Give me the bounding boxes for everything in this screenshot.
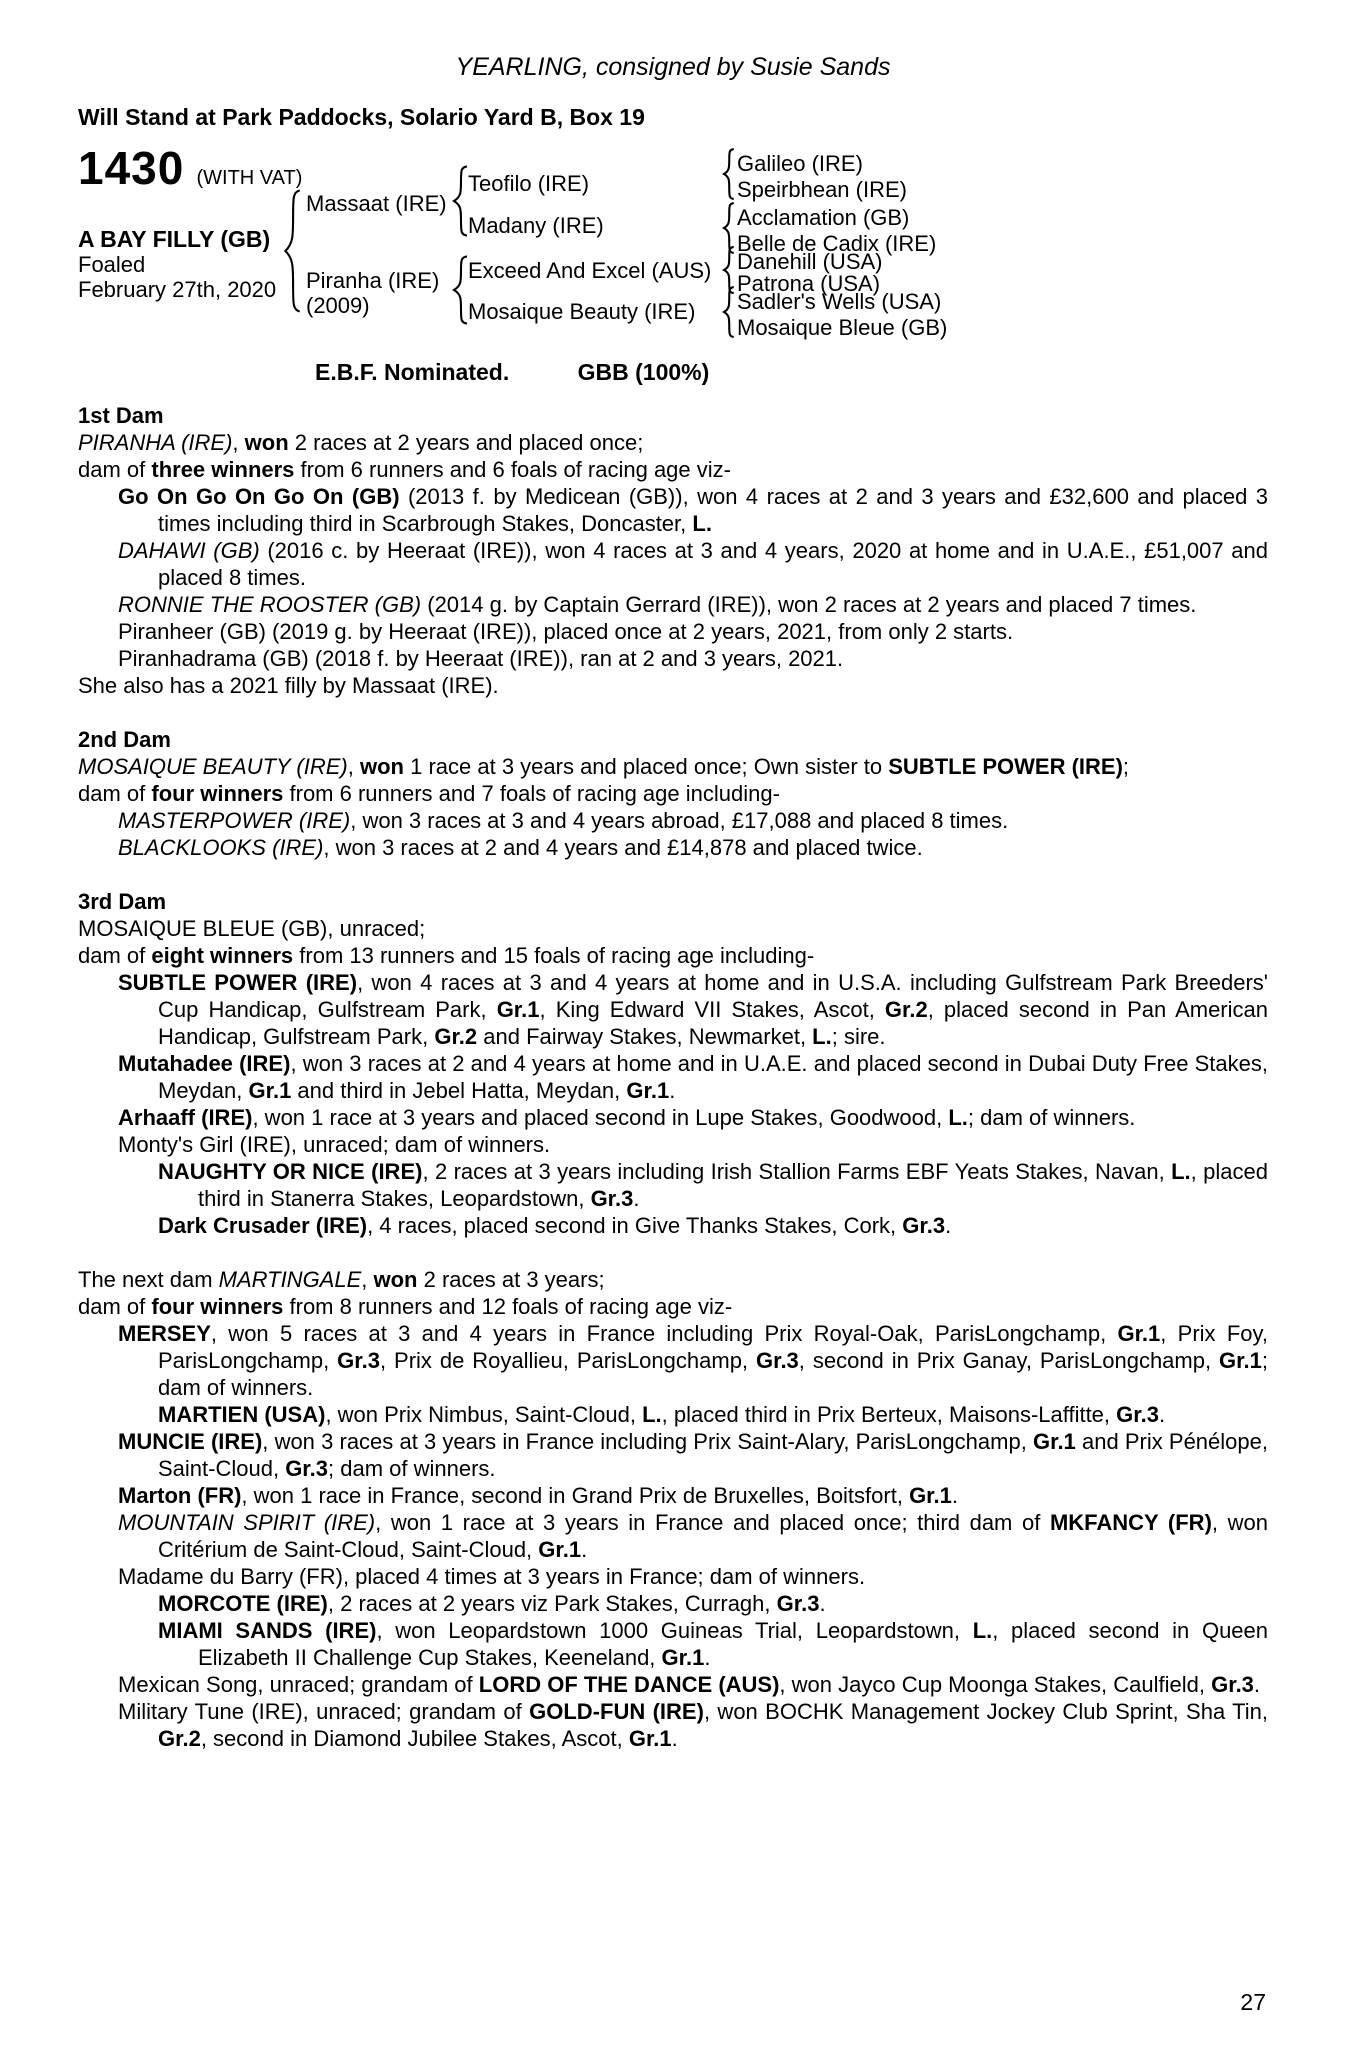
text-run: Mexican Song, unraced; grandam of <box>118 1672 479 1697</box>
text-run: Gr.2 <box>884 997 928 1022</box>
text-run: Gr.3 <box>285 1456 328 1481</box>
text-run: and Prix Pénélope, Saint-Cloud, <box>158 1429 1268 1481</box>
pedigree-dam-dam: Mosaique Beauty (IRE) <box>468 299 696 324</box>
pedigree-brace <box>721 148 736 200</box>
text-run: RONNIE THE ROOSTER (GB) <box>118 592 422 617</box>
text-run: L. <box>1171 1159 1191 1184</box>
text-run: , won 3 races at 3 years in France including Prix Saint-Alary, ParisLongchamp, <box>262 1429 1033 1454</box>
text-run: L. <box>642 1402 662 1427</box>
text-run: Monty's Girl (IRE), unraced; dam of winners. <box>118 1132 551 1157</box>
text-run: , placed third in Stanerra Stakes, Leopardstown, <box>198 1159 1268 1211</box>
stand-location: Will Stand at Park Paddocks, Solario Yard B, Box 19 <box>78 104 645 130</box>
pedigree-sire-sire: Teofilo (IRE) <box>468 171 590 196</box>
pedigree-dam-sire: Exceed And Excel (AUS) <box>468 258 712 283</box>
text-run: Piranhadrama (GB) (2018 f. by Heeraat (IRE)), ran at 2 and 3 years, 2021. <box>118 646 844 671</box>
text-run: . <box>819 1591 826 1616</box>
horse-description: A BAY FILLY (GB) <box>78 226 271 252</box>
text-run: She also has a 2021 filly by Massaat (IRE). <box>78 673 499 698</box>
ebf-nominated-label: E.B.F. Nominated. <box>315 359 510 385</box>
pedigree-dam-dam-dam: Mosaique Bleue (GB) <box>737 315 948 340</box>
text-run: , won Leopardstown 1000 Guineas Trial, Leopardstown, <box>376 1618 973 1643</box>
text-run: Gr.3 <box>755 1348 799 1373</box>
text-run: from 6 runners and 6 foals of racing age viz- <box>294 457 731 482</box>
text-run: (2013 f. by Medicean (GB)), won 4 races at 2 and 3 years and £32,600 and placed 3 times including third in Scarbrough Stakes, Doncaster, <box>158 484 1268 536</box>
pedigree-paragraph <box>78 1158 1268 1212</box>
text-run: MARTIEN (USA) <box>158 1402 326 1427</box>
text-run: dam of <box>78 943 152 968</box>
text-run: Gr.1 <box>628 1726 672 1751</box>
text-run: , placed second in Pan American Handicap, Gulfstream Park, <box>158 997 1268 1049</box>
pedigree-paragraph <box>78 537 1268 591</box>
text-run: Military Tune (IRE), unraced; grandam of <box>118 1699 530 1724</box>
text-run: Gr.1 <box>538 1537 582 1562</box>
pedigree-brace <box>721 286 736 338</box>
pedigree-paragraph <box>78 618 1268 645</box>
pedigree-paragraph <box>78 1401 1268 1428</box>
text-run: L. <box>972 1618 993 1643</box>
pedigree-table <box>78 137 1268 351</box>
dam-section <box>78 1266 1268 1752</box>
text-run: dam of <box>78 457 152 482</box>
dam-section <box>78 726 1268 861</box>
text-run: , won 4 races at 3 and 4 years at home and in U.S.A. including Gulfstream Park Breeders' Cup Handicap, Gulfstream Park, <box>158 970 1269 1022</box>
text-run: Arhaaff (IRE) <box>118 1105 253 1130</box>
pedigree-dam-year: (2009) <box>306 293 370 318</box>
pedigree-paragraph <box>78 1617 1268 1671</box>
vat-note: (WITH VAT) <box>196 167 303 189</box>
section-heading: 1st Dam <box>78 403 164 428</box>
section-heading: 3rd Dam <box>78 889 167 914</box>
pedigree-sire-sire-dam: Speirbhean (IRE) <box>737 177 907 202</box>
text-run: Gr.1 <box>661 1645 705 1670</box>
pedigree-sections <box>78 402 1268 1752</box>
text-run: won <box>373 1267 418 1292</box>
pedigree-sire-dam-dam: Belle de Cadix (IRE) <box>737 231 937 256</box>
text-run: , won 3 races at 3 and 4 years abroad, £17,088 and placed 8 times. <box>350 808 1009 833</box>
text-run: , won BOCHK Management Jockey Club Sprint, Sha Tin, <box>703 1699 1269 1724</box>
text-run: , placed third in Prix Berteux, Maisons-Laffitte, <box>661 1402 1117 1427</box>
page-title: YEARLING, consigned by Susie Sands <box>455 53 891 81</box>
pedigree-paragraph <box>78 591 1268 618</box>
pedigree-paragraph <box>78 1104 1268 1131</box>
pedigree-paragraph <box>78 753 1268 780</box>
text-run: three winners <box>151 457 295 482</box>
text-run: MERSEY <box>118 1321 211 1346</box>
text-run: Marton (FR) <box>118 1483 242 1508</box>
pedigree-paragraph <box>78 1131 1268 1158</box>
text-run: ; sire. <box>831 1024 886 1049</box>
dam-section <box>78 402 1268 699</box>
text-run: . <box>1253 1672 1261 1697</box>
lot-number: 1430 <box>78 142 185 194</box>
text-run: from 6 runners and 7 foals of racing age including- <box>283 781 780 806</box>
pedigree-brace <box>281 188 303 314</box>
pedigree-dam-sire-sire: Danehill (USA) <box>737 249 883 274</box>
text-run: . <box>669 1078 676 1103</box>
pedigree-paragraph <box>78 456 1268 483</box>
pedigree-paragraph <box>78 1509 1268 1563</box>
pedigree-paragraph <box>78 1698 1268 1752</box>
text-run: , <box>361 1267 374 1292</box>
text-run: Gr.3 <box>776 1591 820 1616</box>
text-run: dam of <box>78 1294 152 1319</box>
text-run: dam of <box>78 781 152 806</box>
text-run: BLACKLOOKS (IRE) <box>118 835 324 860</box>
text-run: , Prix de Royallieu, ParisLongchamp, <box>379 1348 756 1373</box>
text-run: , 2 races at 2 years viz Park Stakes, Curragh, <box>327 1591 777 1616</box>
text-run: Gr.3 <box>1211 1672 1254 1697</box>
text-run: , won 1 race at 3 years in France and placed once; third dam of <box>375 1510 1050 1535</box>
text-run: , placed second in Queen Elizabeth II Challenge Cup Stakes, Keeneland, <box>198 1618 1269 1670</box>
text-run: from 13 runners and 15 foals of racing age including- <box>293 943 815 968</box>
text-run: , won 3 races at 2 and 4 years and £14,878 and placed twice. <box>323 835 923 860</box>
text-run: , 2 races at 3 years including Irish Stallion Farms EBF Yeats Stakes, Navan, <box>422 1159 1172 1184</box>
text-run: ; dam of winners. <box>158 1348 1268 1400</box>
pedigree-paragraph <box>78 1212 1268 1239</box>
text-run: Madame du Barry (FR), placed 4 times at 3 years in France; dam of winners. <box>118 1564 866 1589</box>
text-run: Go On Go On Go On (GB) <box>118 484 400 509</box>
text-run: Piranheer (GB) (2019 g. by Heeraat (IRE)), placed once at 2 years, 2021, from only 2 starts. <box>118 619 1014 644</box>
text-run: Gr.1 <box>1032 1429 1076 1454</box>
pedigree-sire-sire-sire: Galileo (IRE) <box>737 151 863 176</box>
pedigree-paragraph <box>78 1293 1268 1320</box>
pedigree-paragraph <box>78 834 1268 861</box>
text-run: Gr.1 <box>626 1078 670 1103</box>
pedigree-paragraph <box>78 915 1268 942</box>
nominations-line <box>78 359 1268 386</box>
text-run: , Prix Foy, ParisLongchamp, <box>158 1321 1268 1373</box>
text-run: ; <box>1122 754 1130 779</box>
text-run: MIAMI SANDS (IRE) <box>158 1618 377 1643</box>
pedigree-paragraph <box>78 672 1268 699</box>
text-run: four winners <box>151 1294 284 1319</box>
pedigree-paragraph <box>78 483 1268 537</box>
text-run: MORCOTE (IRE) <box>158 1591 328 1616</box>
text-run: ; dam of winners. <box>328 1456 496 1481</box>
pedigree-brace <box>450 255 470 325</box>
text-run: Gr.1 <box>909 1483 952 1508</box>
pedigree-paragraph <box>78 969 1268 1050</box>
pedigree-dam-sire-dam: Patrona (USA) <box>737 271 881 296</box>
text-run: , second in Diamond Jubilee Stakes, Ascot, <box>200 1726 629 1751</box>
pedigree-sire-dam: Madany (IRE) <box>468 213 604 238</box>
pedigree-paragraph <box>78 942 1268 969</box>
text-run: , <box>347 754 360 779</box>
pedigree-paragraph <box>78 1320 1268 1401</box>
pedigree-sire: Massaat (IRE) <box>306 191 447 216</box>
text-run: Gr.2 <box>158 1726 201 1751</box>
text-run: MARTINGALE <box>218 1267 362 1292</box>
text-run: , won 1 race at 3 years and placed second in Lupe Stakes, Goodwood, <box>252 1105 949 1130</box>
text-run: L. <box>692 511 712 536</box>
text-run: , <box>232 430 245 455</box>
pedigree-paragraph <box>78 780 1268 807</box>
text-run: won <box>359 754 404 779</box>
text-run: L. <box>948 1105 968 1130</box>
text-run: (2014 g. by Captain Gerrard (IRE)), won 2 races at 2 years and placed 7 times. <box>421 592 1197 617</box>
text-run: L. <box>812 1024 832 1049</box>
text-run: , won 5 races at 3 and 4 years in France including Prix Royal-Oak, ParisLongchamp, <box>210 1321 1118 1346</box>
pedigree-brace <box>450 165 470 237</box>
text-run: , second in Prix Ganay, ParisLongchamp, <box>798 1348 1220 1373</box>
text-run: MOSAIQUE BEAUTY (IRE) <box>78 754 348 779</box>
pedigree-paragraph <box>78 1050 1268 1104</box>
gbb-status-label: GBB (100%) <box>577 359 710 385</box>
text-run: , won 1 race in France, second in Grand Prix de Bruxelles, Boitsfort, <box>241 1483 910 1508</box>
pedigree-paragraph <box>78 1563 1268 1590</box>
pedigree-paragraph <box>78 1428 1268 1482</box>
lot-number-row <box>78 142 303 194</box>
page-number: 27 <box>1240 1989 1266 2015</box>
pedigree-dam-dam-sire: Sadler's Wells (USA) <box>737 289 942 314</box>
text-run: and Fairway Stakes, Newmarket, <box>477 1024 813 1049</box>
text-run: , won Critérium de Saint-Cloud, Saint-Cloud, <box>158 1510 1268 1562</box>
text-run: MUNCIE (IRE) <box>118 1429 263 1454</box>
text-run: (2016 c. by Heeraat (IRE)), won 4 races at 3 and 4 years, 2020 at home and in U.A.E., £51,007 and placed 8 times. <box>158 538 1268 590</box>
text-run: Gr.2 <box>434 1024 478 1049</box>
text-run: MASTERPOWER (IRE) <box>118 808 351 833</box>
text-run: PIRANHA (IRE) <box>78 430 233 455</box>
pedigree-paragraph <box>78 1590 1268 1617</box>
text-run: . <box>1158 1402 1166 1427</box>
text-run: and third in Jebel Hatta, Meydan, <box>291 1078 627 1103</box>
text-run: LORD OF THE DANCE (AUS) <box>478 1672 780 1697</box>
text-run: Gr.3 <box>1116 1402 1159 1427</box>
text-run: 2 races at 2 years and placed once; <box>288 430 644 455</box>
text-run: , King Edward VII Stakes, Ascot, <box>539 997 885 1022</box>
text-run: SUBTLE POWER (IRE) <box>888 754 1123 779</box>
page-content <box>0 52 1346 1752</box>
text-run: . <box>951 1483 958 1508</box>
text-run: Dark Crusader (IRE) <box>158 1213 368 1238</box>
text-run: Gr.1 <box>248 1078 292 1103</box>
pedigree-paragraph <box>78 1482 1268 1509</box>
pedigree-paragraph <box>78 645 1268 672</box>
pedigree-sire-dam-sire: Acclamation (GB) <box>737 205 910 230</box>
text-run: . <box>633 1186 640 1211</box>
text-run: won <box>244 430 289 455</box>
text-run: . <box>704 1645 711 1670</box>
pedigree-paragraph <box>78 1671 1268 1698</box>
text-run: eight winners <box>151 943 294 968</box>
text-run: , 4 races, placed second in Give Thanks Stakes, Cork, <box>367 1213 903 1238</box>
pedigree-paragraph <box>78 429 1268 456</box>
text-run: GOLD-FUN (IRE) <box>529 1699 704 1724</box>
foaled-label: Foaled <box>78 252 146 277</box>
pedigree-paragraph <box>78 807 1268 834</box>
text-run: , won Prix Nimbus, Saint-Cloud, <box>325 1402 643 1427</box>
text-run: Gr.3 <box>337 1348 380 1373</box>
text-run: . <box>581 1537 588 1562</box>
text-run: MOUNTAIN SPIRIT (IRE) <box>118 1510 376 1535</box>
text-run: Gr.1 <box>496 997 540 1022</box>
text-run: DAHAWI (GB) <box>118 538 260 563</box>
text-run: from 8 runners and 12 foals of racing age viz- <box>283 1294 733 1319</box>
text-run: Gr.1 <box>1219 1348 1262 1373</box>
text-run: 2 races at 3 years; <box>417 1267 605 1292</box>
text-run: SUBTLE POWER (IRE) <box>118 970 358 995</box>
text-run: Mutahadee (IRE) <box>118 1051 291 1076</box>
text-run: . <box>945 1213 952 1238</box>
text-run: 1 race at 3 years and placed once; Own sister to <box>403 754 889 779</box>
text-run: . <box>671 1726 678 1751</box>
text-run: MKFANCY (FR) <box>1049 1510 1212 1535</box>
pedigree-dam: Piranha (IRE) <box>306 268 440 293</box>
dam-section <box>78 888 1268 1239</box>
pedigree-paragraph <box>78 1266 1268 1293</box>
text-run: , won Jayco Cup Moonga Stakes, Caulfield, <box>779 1672 1212 1697</box>
text-run: , won 3 races at 2 and 4 years at home and in U.A.E. and placed second in Dubai Duty Free Stakes, Meydan, <box>158 1051 1268 1103</box>
text-run: four winners <box>151 781 284 806</box>
section-heading: 2nd Dam <box>78 727 171 752</box>
foaled-date: February 27th, 2020 <box>78 277 277 302</box>
text-run: Gr.3 <box>590 1186 634 1211</box>
text-run: The next dam <box>78 1267 219 1292</box>
text-run: ; dam of winners. <box>967 1105 1136 1130</box>
text-run: NAUGHTY OR NICE (IRE) <box>158 1159 423 1184</box>
text-run: MOSAIQUE BLEUE (GB), unraced; <box>78 916 426 941</box>
text-run: Gr.3 <box>902 1213 946 1238</box>
text-run: Gr.1 <box>1117 1321 1161 1346</box>
